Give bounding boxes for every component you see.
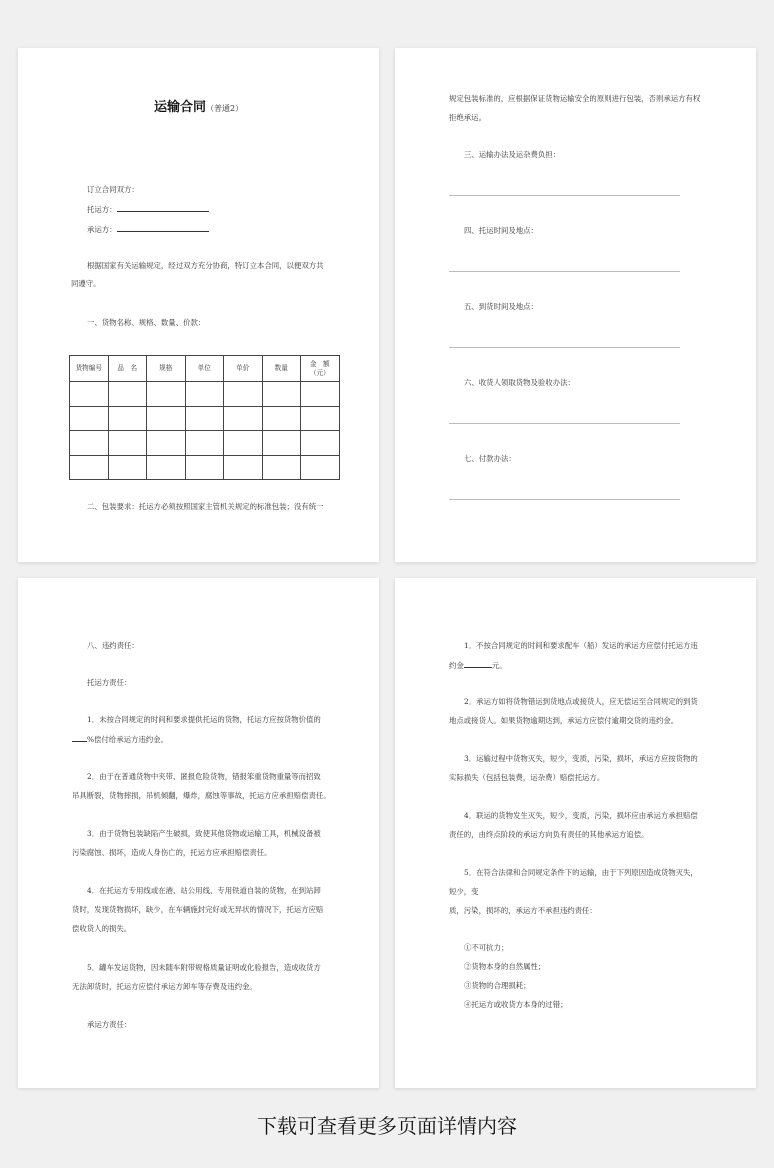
section-4-heading: 四、托运时间及地点： [464,226,538,235]
packaging-line-1: 规定包装标准的，应根据保证货物运输安全的原则进行包装，否则承运方有权 [449,94,701,103]
header-cell-amount [301,356,340,382]
exemption-reason-4: ④托运方或收货方本身的过错； [464,1000,568,1009]
shipper-item-5-line-2: 无法卸货时，托运方应偿付承运方卸车等存费及违约金。 [72,982,257,991]
section-4-blank-line [449,271,680,272]
shipper-blank [117,205,209,212]
intro-line-1: 根据国家有关运输规定，经过双方充分协商，特订立本合同，以便双方共 [87,261,324,270]
header-cell: 单价 [224,356,263,382]
carrier-item-5-line-3: 质，污染，损坏的，承运方不承担违约责任： [449,906,597,915]
parties-heading: 订立合同双方： [87,185,139,194]
document-page-4 [395,578,756,1088]
table-cell [224,382,263,407]
carrier-item-3-line-2: 实际损失（包括包装费，运杂费）赔偿托运方。 [449,773,605,782]
table-cell [70,382,109,407]
table-row [70,406,340,431]
carrier-item-4-line-1: 4．联运的货物发生灭失，短少，变质，污染，损坏应由承运方承担赔偿 [464,811,698,820]
shipper-item-1-text: %偿付给承运方违约金。 [87,735,168,744]
table-row [70,431,340,456]
section-2-heading: 二、包装要求：托运方必须按照国家主管机关规定的标准包装；没有统一 [87,502,324,511]
document-title [18,96,379,115]
table-cell [70,431,109,456]
shipper-item-2-line-1: 2．由于在普通货物中夹带、匿报危险货物，错报笨重货物重量等而招致 [87,772,321,781]
document-page-3 [18,578,379,1088]
table-cell [185,431,224,456]
download-more-caption: 下载可查看更多页面详情内容 [257,1114,517,1138]
header-cell: 货物编号 [70,356,109,382]
goods-table [69,355,340,480]
carrier-item-1-line-1: 1．不按合同规定的时间和要求配车（船）发运的承运方应偿付托运方违 [464,641,698,650]
section-7-blank-line [449,499,680,500]
title-text: 运输合同 [153,100,206,115]
table-cell [262,382,301,407]
table-cell [108,382,147,407]
table-cell [224,431,263,456]
carrier-item-1-line-2 [449,661,507,669]
section-5-heading: 五、到货时间及地点： [464,302,538,311]
table-cell [70,455,109,480]
shipper-item-1-line-2 [72,735,168,743]
table-cell [262,431,301,456]
shipper-item-4-line-2: 货时，发现货物损坏，缺少，在车辆施封完好或无异状的情况下，托运方应赔 [72,905,324,914]
header-cell: 单位 [185,356,224,382]
amount-unit: （元） [309,368,330,377]
section-1-heading: 一、货物名称、规格、数量、价款： [87,318,206,327]
carrier-item-5-line-1: 5．在符合法律和合同规定条件下的运输，由于下列原因造成货物灭失， [464,868,698,877]
table-cell [147,431,186,456]
carrier-item-4-line-2: 责任的，由终点阶段的承运方向负有责任的其他承运方追偿。 [449,830,649,839]
table-row [70,455,340,480]
shipper-item-1-line-1: 1．未按合同规定的时间和要求提供托运的货物，托运方应按货物价值的 [87,715,321,724]
penalty-prefix: 约金 [449,661,464,670]
section-3-blank-line [449,195,680,196]
shipper-liability-heading: 托运方责任： [87,678,132,687]
table-cell [262,406,301,431]
exemption-reason-1: ①不可抗力； [464,943,509,952]
section-7-heading: 七、付款办法： [464,454,516,463]
document-page-2 [395,48,756,562]
table-cell [301,455,340,480]
carrier-blank [117,225,209,232]
shipper-item-5-line-1: 5．罐车发运货物，因未随车附带规格质量证明或化验报告，造成收货方 [87,963,321,972]
table-cell [301,406,340,431]
table-cell [301,382,340,407]
section-8-heading: 八、违约责任： [87,641,139,650]
header-cell: 数量 [262,356,301,382]
carrier-item-2-line-1: 2．承运方如将货物错运到货地点或接货人，应无偿运至合同规定的到货 [464,697,698,706]
carrier-item-5-line-2: 短少，变 [449,887,479,896]
table-cell [262,455,301,480]
shipper-item-3-line-2: 污染腐蚀、损坏，造成人身伤亡的，托运方应承担赔偿责任。 [72,848,272,857]
section-5-blank-line [449,347,680,348]
packaging-line-2: 拒绝承运。 [449,113,486,122]
shipper-item-2-line-2: 吊具断裂，货物摔损，吊机倾翻，爆炸，腐蚀等事故，托运方应承担赔偿责任。 [72,791,331,800]
document-page-1 [18,48,379,562]
table-cell [185,382,224,407]
shipper-field [87,205,209,213]
header-cell: 品 名 [108,356,147,382]
exemption-reason-2: ②货物本身的自然属性； [464,962,546,971]
carrier-label: 承运方： [87,225,117,234]
intro-line-2: 同遵守。 [71,279,101,288]
table-cell [147,455,186,480]
carrier-item-3-line-1: 3．运输过程中货物灭失，短少，变质，污染，损坏，承运方应按货物的 [464,754,698,763]
table-cell [185,455,224,480]
percent-blank [72,735,87,742]
section-6-blank-line [449,423,680,424]
table-cell [147,406,186,431]
carrier-liability-heading: 承运方责任： [87,1020,132,1029]
table-cell [108,406,147,431]
table-cell [185,406,224,431]
table-cell [108,431,147,456]
table-cell [108,455,147,480]
table-cell [224,455,263,480]
section-3-heading: 三、运输办法及运杂费负担： [464,150,561,159]
title-subtitle: （普通2） [205,104,244,113]
shipper-item-4-line-1: 4．在托运方专用线或在港、站公用线、专用铁道自装的货物，在到站卸 [87,886,321,895]
section-6-heading: 六、收货人领取货物及验收办法： [464,378,575,387]
amount-label: 金 额 [309,359,330,368]
table-cell [224,406,263,431]
shipper-item-4-line-3: 偿收货人的损失。 [72,924,132,933]
penalty-suffix: 元。 [491,661,507,670]
carrier-field [87,225,209,233]
header-cell: 规格 [147,356,186,382]
shipper-label: 托运方： [87,205,117,214]
penalty-amount-blank [464,661,492,668]
table-cell [301,431,340,456]
table-header-row [70,356,340,382]
exemption-reason-3: ③货物的合理损耗； [464,981,531,990]
carrier-item-2-line-2: 地点或接货人。如果货物逾期达到，承运方应偿付逾期交货的违约金。 [449,716,679,725]
table-cell [70,406,109,431]
table-row [70,382,340,407]
shipper-item-3-line-1: 3．由于货物包装缺陷产生破损，致使其他货物或运输工具，机械设备被 [87,829,321,838]
table-cell [147,382,186,407]
